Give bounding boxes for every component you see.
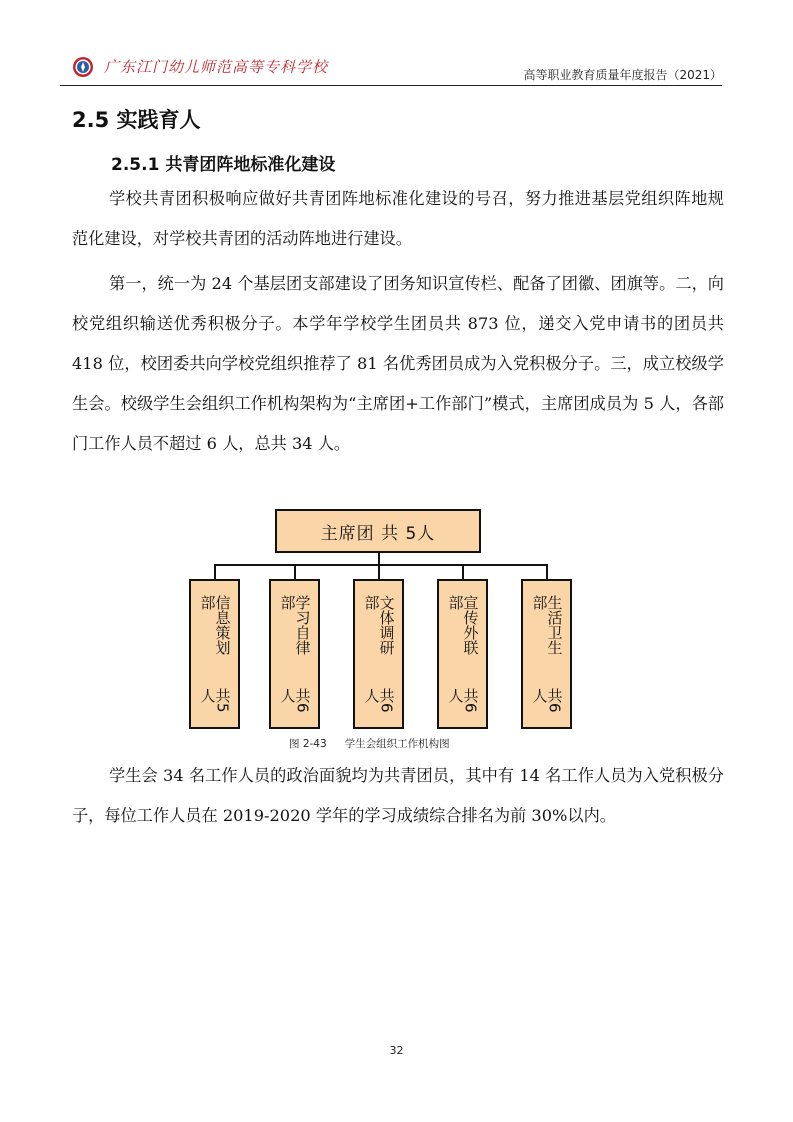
org-connector-drop	[462, 564, 464, 579]
figure-caption	[289, 736, 468, 751]
figure-title: 学生会组织工作机构图	[344, 738, 450, 750]
org-connector-stem	[378, 553, 380, 564]
header-rule	[60, 85, 722, 86]
org-connector-drop	[294, 564, 296, 579]
org-connector-drop	[214, 564, 216, 579]
school-logo-text: 广东江门幼儿师范高等专科学校	[104, 58, 329, 76]
page-header	[60, 48, 722, 86]
org-connector-bar	[214, 564, 546, 566]
org-department-box	[189, 579, 240, 729]
paragraph-3: 学生会 34 名工作人员的政治面貌均为共青团员，其中有 14 名工作人员为入党积极分子，每位工作人员在 2019-2020 学年的学习成绩综合排名为前 30%以内。	[72, 766, 724, 825]
department-count: 共5人	[198, 687, 232, 713]
department-name: 宣传外联部	[446, 595, 480, 655]
org-department-box	[269, 579, 320, 729]
org-chart	[189, 509, 573, 731]
org-top-box: 主席团 共 5人	[275, 509, 481, 553]
department-name: 学习自律部	[278, 595, 312, 655]
department-name: 生活卫生部	[530, 595, 564, 655]
org-connector-drop	[378, 564, 380, 579]
section-heading: 2.5 实践育人	[72, 108, 201, 132]
figure-number: 图 2-43	[289, 738, 327, 750]
org-department-box	[521, 579, 572, 729]
page-number: 32	[389, 1044, 404, 1057]
department-count: 共6人	[446, 687, 480, 713]
department-count: 共6人	[278, 687, 312, 713]
department-count: 共6人	[530, 687, 564, 713]
school-emblem-icon	[72, 56, 94, 78]
org-department-box	[353, 579, 404, 729]
department-name: 信息策划部	[198, 595, 232, 655]
report-title: 高等职业教育质量年度报告（2021）	[523, 68, 722, 82]
org-department-box	[437, 579, 488, 729]
paragraph-1: 学校共青团积极响应做好共青团阵地标准化建设的号召，努力推进基层党组织阵地规范化建设，对学校共青团的活动阵地进行建设。	[72, 189, 724, 248]
department-count: 共6人	[362, 687, 396, 713]
subsection-heading: 2.5.1 共青团阵地标准化建设	[111, 155, 336, 175]
department-name: 文体调研部	[362, 595, 396, 655]
org-connector-drop	[546, 564, 548, 579]
paragraph-2: 第一，统一为 24 个基层团支部建设了团务知识宣传栏、配备了团徽、团旗等。二，向校党组织输送优秀积极分子。本学年学校学生团员共 873 位，递交入党申请书的团员共 418 位，校团委共向学校党组织推荐了 81 名优秀团员成为入党积极分子。三，成立校级学生会。校级学生会组织工作机构架构为“主席团+工作部门”模式，主席团成员为 5 人，各部门工作人员不超过 6 人，总共 34 人。	[72, 274, 724, 453]
